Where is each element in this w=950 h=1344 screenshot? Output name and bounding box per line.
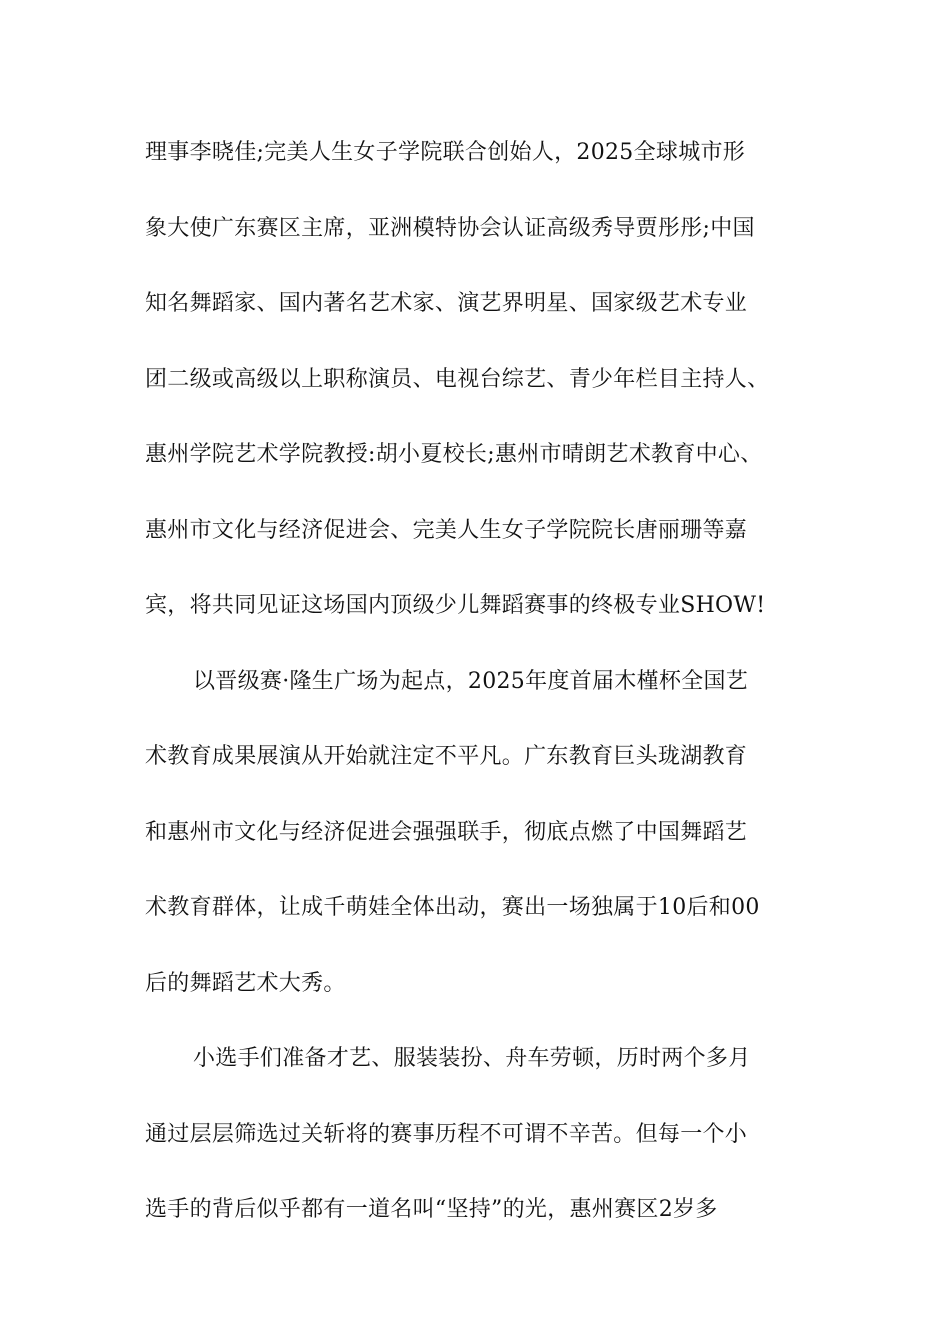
text-line: 和惠州市文化与经济促进会强强联手，彻底点燃了中国舞蹈艺 [145, 819, 748, 845]
text-line: 术教育群体，让成千萌娃全体出动，赛出一场独属于10后和00 [145, 895, 760, 920]
text-line: 知名舞蹈家、国内著名艺术家、演艺界明星、国家级艺术专业 [145, 291, 748, 316]
text-line: 理事李晓佳;完美人生女子学院联合创始人，2025全球城市形 [145, 140, 746, 165]
text-line: 团二级或高级以上职称演员、电视台综艺、青少年栏目主持人、 [145, 366, 770, 392]
text-line: 后的舞蹈艺术大秀。 [145, 970, 346, 996]
text-line: 通过层层筛选过关斩将的赛事历程不可谓不辛苦。但每一个小 [145, 1121, 748, 1147]
text-line: 宾，将共同见证这场国内顶级少儿舞蹈赛事的终极专业SHOW! [145, 593, 766, 618]
text-line: 惠州学院艺术学院教授:胡小夏校长;惠州市晴朗艺术教育中心、 [145, 442, 763, 467]
text-line: 术教育成果展演从开始就注定不平凡。广东教育巨头珑湖教育 [145, 744, 748, 769]
text-line: 以晋级赛·隆生广场为起点，2025年度首届木槿杯全国艺 [193, 668, 749, 694]
text-line: 选手的背后似乎都有一道名叫“坚持”的光，惠州赛区2岁多 [145, 1197, 718, 1222]
text-line: 惠州市文化与经济促进会、完美人生女子学院院长唐丽珊等嘉 [145, 517, 748, 543]
document-body [145, 131, 810, 1264]
paragraph-guests [145, 131, 810, 660]
paragraph-contestants [145, 1037, 810, 1264]
text-line: 象大使广东赛区主席，亚洲模特协会认证高级秀导贾彤彤;中国 [145, 215, 755, 241]
text-line: 小选手们准备才艺、服装装扮、舟车劳顿，历时两个多月 [193, 1046, 751, 1071]
paragraph-event-start [145, 660, 810, 1038]
